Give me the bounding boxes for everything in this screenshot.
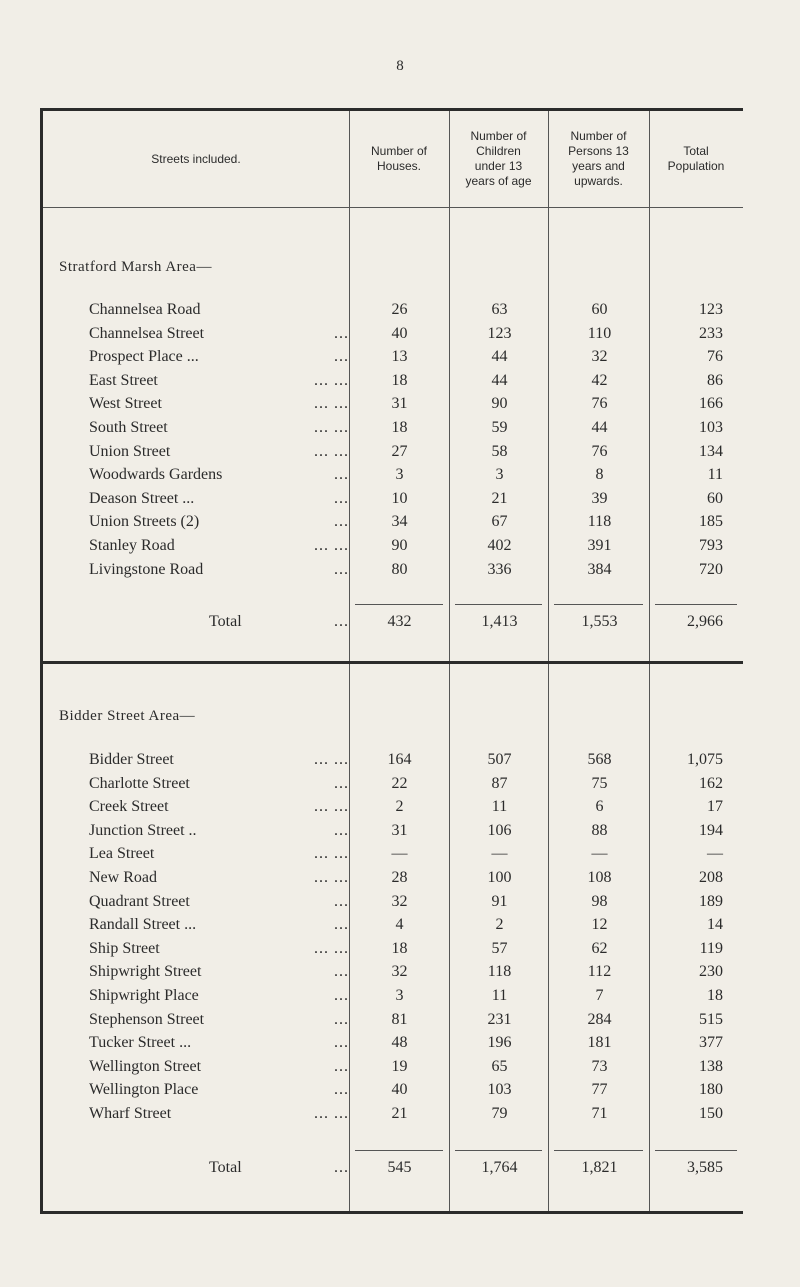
children-cell: 79: [491, 1105, 508, 1122]
persons-cell: —: [591, 845, 608, 863]
persons-cell: 71: [591, 1105, 608, 1122]
table-row: [43, 963, 743, 986]
population-value: 185: [699, 513, 723, 531]
persons-cell: 8: [595, 466, 604, 484]
street-name: Channelsea Street: [89, 324, 205, 342]
table-row: [43, 443, 743, 466]
total-rule: [655, 1150, 737, 1151]
header-persons-line: Number of: [570, 129, 627, 143]
children-cell: 91: [491, 892, 508, 910]
table-row: [43, 869, 743, 892]
children-cell: 44: [491, 371, 508, 389]
persons-cell: 118: [587, 513, 612, 531]
population-value: 208: [699, 869, 723, 886]
leader-dots: ...: [334, 1081, 349, 1099]
population-value: 1,075: [687, 751, 723, 768]
total-row: [43, 613, 743, 636]
persons-cell: 110: [587, 324, 612, 342]
houses-total: 432: [387, 613, 412, 630]
children-cell: 58: [491, 442, 508, 460]
page-number: 8: [396, 58, 404, 74]
street-name: Wharf Street: [89, 1105, 172, 1122]
leader-dots: ...: [334, 513, 349, 531]
header-houses-line: Number of: [370, 144, 428, 158]
population-cell: [650, 987, 743, 1005]
houses-cell: 40: [391, 1081, 408, 1099]
street-name: Charlotte Street: [89, 774, 190, 792]
total-rule: [554, 604, 643, 605]
houses-cell: 164: [387, 751, 412, 768]
population-value: 515: [699, 1010, 723, 1028]
persons-cell: 98: [591, 892, 608, 910]
leader-dots: ... ...: [314, 537, 349, 554]
population-cell: [650, 1058, 743, 1076]
population-value: 76: [707, 348, 723, 366]
population-cell: [650, 845, 743, 863]
children-cell: 11: [491, 798, 508, 816]
table-row: [43, 940, 743, 963]
population-value: 18: [707, 987, 723, 1004]
leader-dots: ...: [334, 324, 349, 342]
population-cell: [650, 751, 743, 769]
street-name: South Street: [89, 419, 168, 436]
population-value: 180: [699, 1081, 723, 1099]
population-cell: [650, 822, 743, 840]
population-value: 150: [699, 1105, 723, 1122]
street-name: Wellington Place: [89, 1081, 199, 1099]
population-value: 377: [699, 1034, 723, 1052]
children-cell: 123: [487, 324, 512, 342]
header-population-line: Total: [683, 144, 709, 158]
leader-dots: ... ...: [314, 371, 349, 389]
leader-dots: ...: [334, 348, 349, 366]
leader-dots: ...: [334, 1034, 349, 1052]
population-total-value: 3,585: [687, 1159, 723, 1176]
leader-dots: ...: [334, 489, 349, 507]
population-total: [650, 1159, 743, 1177]
population-value: 162: [699, 774, 723, 792]
houses-cell: 4: [395, 916, 404, 934]
total-rule: [355, 1150, 443, 1151]
leader-dots: ...: [334, 466, 349, 484]
population-cell: [650, 537, 743, 555]
section-title: Stratford Marsh Area—: [59, 259, 212, 275]
table-row: [43, 513, 743, 536]
street-name: Stephenson Street: [89, 1010, 205, 1028]
persons-total: 1,553: [581, 613, 618, 630]
persons-cell: 77: [591, 1081, 608, 1099]
houses-cell: 31: [391, 821, 408, 839]
persons-cell: 384: [587, 560, 612, 578]
houses-total: 545: [387, 1159, 412, 1176]
street-name: Shipwright Street: [89, 963, 202, 981]
street-name: Quadrant Street: [89, 892, 190, 910]
children-cell: 67: [491, 513, 508, 531]
persons-total: 1,821: [581, 1159, 618, 1176]
children-cell: —: [491, 845, 508, 863]
persons-cell: 284: [587, 1010, 612, 1028]
population-cell: [650, 561, 743, 579]
table-row: [43, 1105, 743, 1128]
houses-cell: 10: [391, 489, 408, 507]
header-streets: [43, 111, 349, 207]
table-row: [43, 395, 743, 418]
street-name: Junction Street ..: [89, 821, 197, 839]
children-cell: 65: [491, 1057, 508, 1075]
children-cell: 3: [495, 466, 504, 484]
population-value: 194: [699, 821, 723, 839]
leader-dots: ...: [334, 1010, 349, 1028]
persons-cell: 44: [591, 419, 608, 436]
houses-cell: 21: [391, 1105, 408, 1122]
population-cell: [650, 395, 743, 413]
street-name: Prospect Place ...: [89, 348, 199, 366]
leader-dots: ... ...: [314, 798, 349, 816]
houses-cell: 26: [391, 301, 408, 318]
houses-cell: 3: [395, 466, 404, 484]
houses-cell: —: [391, 845, 408, 863]
header-houses-line: Houses.: [376, 159, 422, 173]
houses-cell: 34: [391, 513, 408, 531]
persons-cell: 7: [595, 987, 604, 1004]
table-row: [43, 845, 743, 868]
children-cell: 336: [487, 560, 512, 578]
children-cell: 21: [491, 489, 508, 507]
header-children-line: Children: [476, 144, 521, 158]
leader-dots: ... ...: [314, 395, 349, 413]
persons-cell: 112: [587, 963, 612, 981]
persons-cell: 62: [591, 939, 608, 957]
street-name: Ship Street: [89, 939, 160, 957]
table-row: [43, 916, 743, 939]
total-label: Total: [209, 613, 242, 630]
persons-cell: 76: [591, 395, 608, 413]
children-cell: 2: [495, 916, 504, 934]
leader-dots: ...: [334, 1159, 349, 1176]
population-cell: [650, 443, 743, 461]
persons-cell: 181: [587, 1034, 612, 1052]
population-value: 11: [707, 466, 723, 484]
header-houses: [349, 111, 449, 207]
leader-dots: ...: [334, 613, 349, 630]
population-value: 134: [699, 442, 723, 460]
population-value: 793: [699, 537, 723, 554]
persons-cell: 391: [587, 537, 612, 554]
leader-dots: ...: [334, 987, 349, 1004]
houses-cell: 13: [391, 348, 408, 366]
leader-dots: ... ...: [314, 442, 349, 460]
population-value: 119: [699, 939, 723, 957]
houses-cell: 18: [391, 371, 408, 389]
population-value: 103: [699, 419, 723, 436]
street-name: Union Street: [89, 442, 171, 460]
header-children-line: years of age: [465, 174, 532, 188]
leader-dots: ... ...: [314, 751, 349, 768]
population-value: 138: [699, 1057, 723, 1075]
children-cell: 103: [487, 1081, 512, 1099]
persons-cell: 6: [595, 798, 604, 816]
table-row: [43, 798, 743, 821]
header-persons: [548, 111, 649, 207]
header-streets-label: Streets included.: [151, 151, 241, 166]
population-cell: [650, 1081, 743, 1099]
persons-cell: 75: [591, 774, 608, 792]
children-cell: 118: [487, 963, 512, 981]
table-row: [43, 372, 743, 395]
header-rule: [43, 207, 743, 208]
street-name: Wellington Street: [89, 1057, 202, 1075]
header-children-line: under 13: [474, 159, 523, 173]
children-cell: 59: [491, 419, 508, 436]
persons-cell: 32: [591, 348, 608, 366]
table-row: [43, 537, 743, 560]
street-name: Stanley Road: [89, 537, 175, 554]
population-cell: [650, 893, 743, 911]
persons-cell: 76: [591, 442, 608, 460]
total-rule: [655, 604, 737, 605]
street-name: Bidder Street: [89, 751, 174, 768]
children-cell: 231: [487, 1010, 512, 1028]
population-cell: [650, 466, 743, 484]
children-cell: 402: [487, 537, 512, 554]
leader-dots: ... ...: [314, 939, 349, 957]
houses-cell: 48: [391, 1034, 408, 1052]
leader-dots: ... ...: [314, 869, 349, 886]
leader-dots: ...: [334, 1057, 349, 1075]
table-row: [43, 325, 743, 348]
population-cell: [650, 348, 743, 366]
persons-cell: 12: [591, 916, 608, 934]
population-cell: [650, 798, 743, 816]
population-cell: [650, 419, 743, 437]
table-row: [43, 1081, 743, 1104]
table-row: [43, 751, 743, 774]
population-value: 166: [699, 395, 723, 413]
persons-cell: 60: [591, 301, 608, 318]
population-value: 123: [699, 301, 723, 318]
leader-dots: ...: [334, 916, 349, 934]
children-cell: 507: [487, 751, 512, 768]
children-cell: 106: [487, 821, 512, 839]
population-value: 230: [699, 963, 723, 981]
children-total: 1,764: [481, 1159, 518, 1176]
table-row: [43, 893, 743, 916]
population-cell: [650, 869, 743, 887]
houses-cell: 18: [391, 939, 408, 957]
population-cell: [650, 1034, 743, 1052]
population-cell: [650, 1105, 743, 1123]
total-rule: [455, 604, 542, 605]
table-row: [43, 987, 743, 1010]
population-value: 60: [707, 489, 723, 507]
street-name: Shipwright Place: [89, 987, 199, 1004]
population-value: —: [707, 845, 723, 863]
persons-cell: 88: [591, 821, 608, 839]
population-table: [40, 108, 743, 1214]
persons-cell: 568: [587, 751, 612, 768]
houses-cell: 32: [391, 892, 408, 910]
table-row: [43, 490, 743, 513]
persons-cell: 73: [591, 1057, 608, 1075]
total-label: Total: [209, 1159, 242, 1176]
street-name: Woodwards Gardens: [89, 466, 223, 484]
population-cell: [650, 916, 743, 934]
persons-cell: 42: [591, 371, 608, 389]
population-value: 233: [699, 324, 723, 342]
persons-cell: 39: [591, 489, 608, 507]
persons-cell: 108: [587, 869, 612, 886]
population-total-value: 2,966: [687, 613, 723, 630]
street-name: Lea Street: [89, 845, 155, 863]
street-name: New Road: [89, 869, 157, 886]
leader-dots: ... ...: [314, 1105, 349, 1122]
leader-dots: ...: [334, 963, 349, 981]
street-name: Randall Street ...: [89, 916, 197, 934]
leader-dots: ...: [334, 560, 349, 578]
population-cell: [650, 513, 743, 531]
street-name: Livingstone Road: [89, 560, 204, 578]
population-cell: [650, 301, 743, 319]
table-row: [43, 561, 743, 584]
street-name: Channelsea Road: [89, 301, 201, 318]
table-row: [43, 1011, 743, 1034]
total-rule: [455, 1150, 542, 1151]
population-cell: [650, 372, 743, 390]
street-name: Deason Street ...: [89, 489, 195, 507]
population-value: 189: [699, 892, 723, 910]
table-row: [43, 1058, 743, 1081]
children-cell: 90: [491, 395, 508, 413]
houses-cell: 81: [391, 1010, 408, 1028]
total-row: [43, 1159, 743, 1182]
children-total: 1,413: [481, 613, 518, 630]
table-row: [43, 419, 743, 442]
header-persons-line: years and: [572, 159, 625, 173]
section-rule: [43, 661, 743, 664]
houses-cell: 27: [391, 442, 408, 460]
houses-cell: 32: [391, 963, 408, 981]
children-cell: 87: [491, 774, 508, 792]
children-cell: 57: [491, 939, 508, 957]
leader-dots: ... ...: [314, 419, 349, 436]
houses-cell: 90: [391, 537, 408, 554]
population-cell: [650, 963, 743, 981]
population-value: 17: [707, 798, 723, 816]
street-name: Creek Street: [89, 798, 169, 816]
children-cell: 196: [487, 1034, 512, 1052]
population-value: 86: [707, 371, 723, 389]
total-rule: [554, 1150, 643, 1151]
houses-cell: 2: [395, 798, 404, 816]
population-cell: [650, 940, 743, 958]
street-name: East Street: [89, 371, 158, 389]
street-name: Union Streets (2): [89, 513, 200, 531]
section-title: Bidder Street Area—: [59, 708, 196, 724]
houses-cell: 40: [391, 324, 408, 342]
header-population-line: Population: [667, 159, 725, 173]
houses-cell: 31: [391, 395, 408, 413]
population-cell: [650, 1011, 743, 1029]
houses-cell: 80: [391, 560, 408, 578]
header-children-line: Number of: [470, 129, 527, 143]
houses-cell: 3: [395, 987, 404, 1004]
table-row: [43, 822, 743, 845]
leader-dots: ...: [334, 774, 349, 792]
total-rule: [355, 604, 443, 605]
table-row: [43, 301, 743, 324]
leader-dots: ... ...: [314, 845, 349, 863]
leader-dots: ...: [334, 821, 349, 839]
header-children: [449, 111, 548, 207]
children-cell: 63: [491, 301, 508, 318]
table-row: [43, 348, 743, 371]
children-cell: 100: [487, 869, 512, 886]
population-cell: [650, 490, 743, 508]
header-persons-line: Persons 13: [568, 144, 629, 158]
population-cell: [650, 775, 743, 793]
table-row: [43, 466, 743, 489]
children-cell: 44: [491, 348, 508, 366]
children-cell: 11: [491, 987, 508, 1004]
houses-cell: 22: [391, 774, 408, 792]
table-row: [43, 775, 743, 798]
houses-cell: 28: [391, 869, 408, 886]
population-cell: [650, 325, 743, 343]
header-persons-line: upwards.: [574, 174, 623, 188]
street-name: West Street: [89, 395, 162, 413]
houses-cell: 19: [391, 1057, 408, 1075]
houses-cell: 18: [391, 419, 408, 436]
population-total: [650, 613, 743, 631]
street-name: Tucker Street ...: [89, 1034, 192, 1052]
leader-dots: ...: [334, 892, 349, 910]
population-value: 720: [699, 560, 723, 578]
header-population: [649, 111, 743, 207]
table-row: [43, 1034, 743, 1057]
population-value: 14: [707, 916, 723, 934]
